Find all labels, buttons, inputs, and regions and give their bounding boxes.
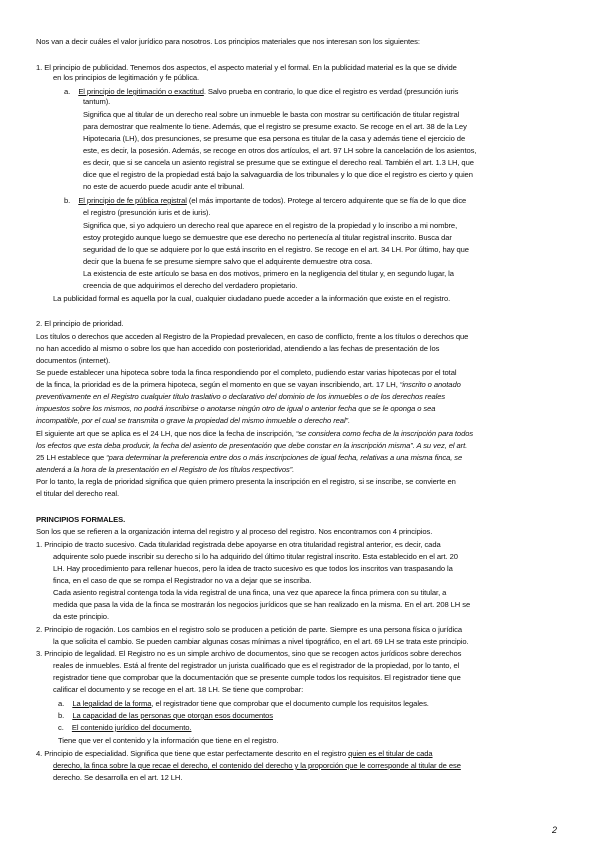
paragraph-line: Significa que, si yo adquiero un derecho real que aparece en el registro de la propiedad y lo inscribo a mi nombre, (83, 221, 458, 230)
principios-formales-heading: PRINCIPIOS FORMALES. (36, 515, 126, 524)
paragraph-line: para demostrar que realmente lo tiene. Además, que el registro se presume exacto. Se recoge en el art. 38 de la Ley (83, 122, 467, 131)
paragraph-line: documentos (internet). (36, 356, 111, 365)
paragraph-line: 25 LH establece que “para determinar la preferencia entre dos o más inscripciones de igual fecha, relativas a una misma finca, se (36, 453, 463, 462)
paragraph-line: Por lo tanto, la regla de prioridad significa que quien primero presenta la inscripción en el registro, si se inscribe, se convierte en (36, 477, 456, 486)
paragraph-line: estoy protegido aunque luego se demuestre que ese derecho no pertenecía al titular registral inscrito. Busca dar (83, 233, 452, 242)
intro-line: Nos van a decir cuáles el valor jurídico para nosotros. Los principios materiales que nos interesan son los siguientes: (36, 37, 420, 46)
paragraph-line: registrador tiene que comprobar que la documentación que se presente cumple todos los requisitos. El registrador tiene que (53, 673, 461, 682)
paragraph-line: da este principio. (53, 612, 109, 621)
paragraph-line: este, es decir, la posesión. Además, se recoge en otros dos artículos, el art. 97 LH sobre la cancelación de los asientos, (83, 146, 477, 155)
quote-line: incompatible, por el cual se transmita o grave la propiedad del mismo inmueble o derecho real”. (36, 416, 351, 425)
page-number: 2 (552, 825, 558, 835)
paragraph-line: reales de inmuebles. Está al frente del registrador un jurista cualificado que es el registrador de la propiedad, por lo tanto, el (53, 661, 460, 670)
paragraph-line: Significa que al titular de un derecho real sobre un inmueble le basta con mostrar su certificación de titular registral (83, 110, 460, 119)
paragraph-line: el registro (presunción iuris et de iuris). (83, 208, 211, 217)
item-especialidad: 4. Principio de especialidad. Significa que tiene que estar perfectamente descrito en el registro quien es el titular de cada (36, 749, 433, 758)
paragraph-line: LH. Hay procedimiento para rellenar huecos, pero la idea de tracto sucesivo es que todos los inscritos van traspasando la (53, 564, 453, 573)
quote-line: atenderá a la hora de la presentación en el Registro de los títulos respectivos”. (36, 465, 295, 474)
sub-item-capacidad: b. La capacidad de las personas que otorgan esos documentos (58, 711, 274, 720)
item-fe-publica-heading: b. El principio de fe pública registral (el más importante de todos). Protege al tercero adquirente que se fía de lo que dice (64, 196, 467, 205)
paragraph-line: de la finca, la prioridad es de la primera hipoteca, según el momento en que se vayan inscribiendo, art. 17 LH, “inscrito o anotado (36, 380, 461, 389)
paragraph-line: Son los que se refieren a la organización interna del registro y al proceso del registro. Nos encontramos con 4 principios. (36, 527, 433, 536)
paragraph-line: no este de acuerdo puede acudir ante el tribunal. (83, 182, 245, 191)
item-tracto-sucesivo: 1. Principio de tracto sucesivo. Cada titularidad registrada debe apoyarse en otra titularidad registral anterior, es decir, cada (36, 540, 441, 549)
paragraph-line: La publicidad formal es aquella por la cual, cualquier ciudadano puede acceder a la información que existe en el registro. (53, 294, 451, 303)
paragraph-line: decir que la buena fe se presume siempre salvo que el adquirente demuestre otra cosa. (83, 257, 373, 266)
paragraph-line: dice que el registro de la propiedad está bajo la salvaguardia de los tribunales y lo que dice el registro es cierto y quien (83, 170, 473, 179)
sub-item-legalidad-forma: a. La legalidad de la forma, el registrador tiene que comprobar que el documento cumple los requisitos legales. (58, 699, 429, 708)
quote-line: preventivamente en el Registro cualquier título traslativo o declarativo del dominio de los inmuebles o de los derechos reales (36, 392, 446, 401)
paragraph-line: tantum). (83, 97, 111, 106)
paragraph-line: finca, en el caso de que se rompa el Registrador no va a dejar que se inscriba. (53, 576, 312, 585)
item-legalidad: 3. Principio de legalidad. El Registro no es un simple archivo de documentos, sino que se recogen actos jurídicos sobre derechos (36, 649, 462, 658)
section-prioridad-heading: 2. El principio de prioridad. (36, 319, 124, 328)
quote-line: impuestos sobre los mismos, no podrá inscribirse o anotarse ningún otro de igual o anterior fecha que se le oponga o sea (36, 404, 436, 413)
paragraph-line: Tiene que ver el contenido y la información que tiene en el registro. (58, 736, 279, 745)
paragraph-line: La existencia de este artículo se basa en dos motivos, primero en la negligencia del titular y, en segundo lugar, la (83, 269, 454, 278)
item-legitimacion-heading: a. El principio de legitimación o exactitud. Salvo prueba en contrario, lo que dice el registro es verdad (presunción iuris (64, 87, 459, 96)
paragraph-line: el titular del derecho real. (36, 489, 120, 498)
paragraph-line: Los títulos o derechos que acceden al Registro de la Propiedad prevalecen, en caso de conflicto, frente a los títulos o derechos que (36, 332, 469, 341)
section-publicidad-line: 1. El principio de publicidad. Tenemos dos aspectos, el aspecto material y el formal. En la publicidad material es la que se divide (36, 63, 457, 72)
paragraph-line: la que solicita el cambio. Se pueden cambiar algunas cosas mínimas a nivel tipográfico, en el art. 69 LH se trata este principio. (53, 637, 469, 646)
paragraph-line: adquirente solo puede inscribir su derecho si lo ha adquirido del último titular registral inscrito. Esta establecido en el art. 20 (53, 552, 458, 561)
paragraph-line: medida que pasa la vida de la finca se mostrarán los negocios jurídicos que se han realizado en la misma. En el art. 208 LH se (53, 600, 471, 609)
paragraph-line: El siguiente art que se aplica es el 24 LH, que nos dice la fecha de inscripción, “se considera como fecha de la inscripción para todos (36, 429, 474, 438)
paragraph-line: derecho. Se desarrolla en el art. 12 LH. (53, 773, 183, 782)
paragraph-line: no han accedido al mismo o sobre los que han accedido con posterioridad, atendiendo a las fechas de presentación de los (36, 344, 440, 353)
sub-item-contenido: c. El contenido jurídico del documento. (58, 723, 192, 732)
paragraph-line: Cada asiento registral contenga toda la vida registral de una finca, una vez que aparece la finca primera con su titular, a (53, 588, 447, 597)
section-publicidad-line: en los principios de legitimación y fe pública. (53, 73, 200, 82)
paragraph-line: es decir, que si se cancela un asiento registral se presume que se extingue el derecho real. También el art. 1.3 LH, que (83, 158, 474, 167)
paragraph-line: seguridad de lo que se adquiere por lo que está inscrito en el registro. Se recoge en el art. 34 LH. Por último, hay que (83, 245, 469, 254)
paragraph-line: creencia de que adquirimos el derecho del verdadero propietario. (83, 281, 298, 290)
paragraph-line: Hipotecaria (LH), dos presunciones, se presume que esa persona es titular de la casa y además tiene el ejercicio de (83, 134, 466, 143)
paragraph-line: Se puede establecer una hipoteca sobre toda la finca respondiendo por el completo, pudiendo estar varias hipotecas por el total (36, 368, 457, 377)
paragraph-line: calificar el documento y se recoge en el art. 18 LH. Se tiene que comprobar: (53, 685, 304, 694)
quote-line: los efectos que esta deba producir, la fecha del asiento de presentación que debe constar en la inscripción misma”. A su vez, el art. (36, 441, 468, 450)
paragraph-line: derecho, la finca sobre la que recae el derecho, el contenido del derecho y la proporción que le corresponde al titular de ese (53, 761, 461, 770)
item-rogacion: 2. Principio de rogación. Los cambios en el registro solo se producen a petición de parte. Siempre es una persona física o jurídica (36, 625, 462, 634)
